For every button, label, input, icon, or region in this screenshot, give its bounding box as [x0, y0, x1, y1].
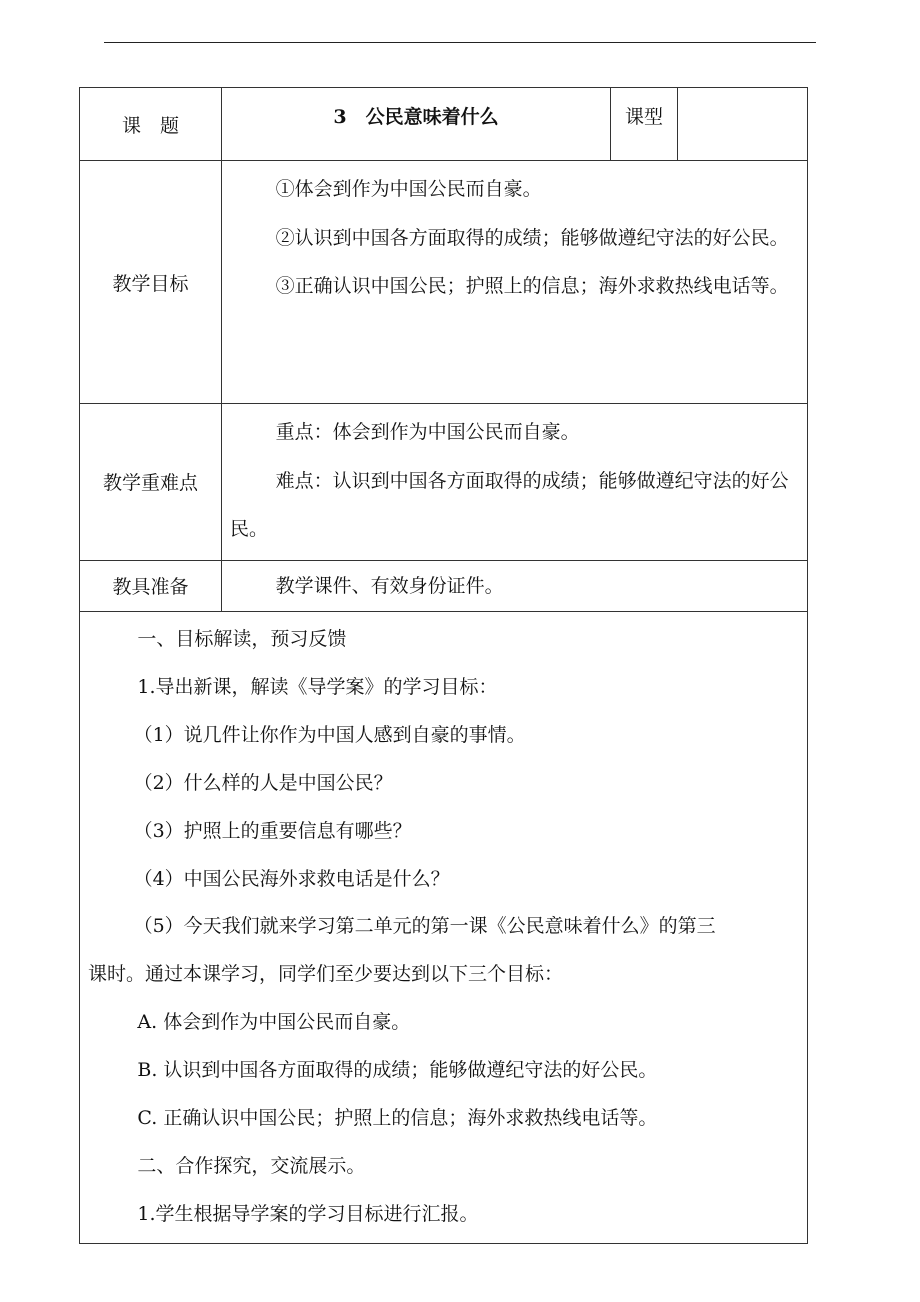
- topic-title-cell: [222, 88, 611, 161]
- objective-item: ①体会到作为中国公民而自豪。: [275, 178, 542, 200]
- objectives-label: 教学目标: [80, 161, 222, 404]
- topic-label: 课 题: [80, 88, 222, 161]
- type-label: 课型: [624, 106, 663, 128]
- process-line: A. 体会到作为中国公民而自豪。: [137, 1011, 411, 1034]
- type-value: [678, 88, 808, 161]
- process-heading: 二、合作探究，交流展示。: [137, 1154, 366, 1177]
- process-line: 1.导出新课，解读《导学案》的学习目标：: [137, 675, 498, 698]
- materials-label: 教具准备: [80, 560, 222, 612]
- process-line: （1）说几件让你作为中国人感到自豪的事情。: [133, 723, 526, 746]
- key-points-label: 教学重难点: [80, 404, 222, 561]
- lesson-plan-table: [79, 87, 808, 1244]
- key-points-content: [222, 404, 808, 561]
- process-line: （5）今天我们就来学习第二单元的第一课《公民意味着什么》的第三: [133, 915, 716, 938]
- process-line: （2）什么样的人是中国公民？: [133, 771, 393, 794]
- objectives-row: [80, 161, 808, 404]
- materials-text: 教学课件、有效身份证件。: [275, 574, 504, 597]
- process-line: C. 正确认识中国公民；护照上的信息；海外求救热线电话等。: [137, 1107, 658, 1130]
- process-line: （4）中国公民海外求救电话是什么？: [133, 867, 450, 890]
- teaching-process: [80, 612, 808, 1244]
- objectives-content: [222, 161, 808, 404]
- process-row: [80, 612, 808, 1244]
- topic-row: [80, 88, 808, 161]
- materials-row: [80, 560, 808, 612]
- materials-content: [222, 560, 808, 612]
- process-line: B. 认识到中国各方面取得的成绩；能够做遵纪守法的好公民。: [137, 1059, 658, 1082]
- process-line: 课时。通过本课学习，同学们至少要达到以下三个目标：: [88, 963, 564, 986]
- key-point-item: 难点：认识到中国各方面取得的成绩；能够做遵纪守法的好公民。: [230, 469, 789, 540]
- topic-title: 3 公民意味着什么: [333, 106, 499, 128]
- type-label-cell: [611, 88, 678, 161]
- process-heading: 一、目标解读，预习反馈: [137, 628, 347, 650]
- objective-item: ③正确认识中国公民；护照上的信息；海外求救热线电话等。: [275, 275, 789, 297]
- process-line: （3）护照上的重要信息有哪些？: [133, 819, 412, 842]
- key-point-item: 重点：体会到作为中国公民而自豪。: [275, 421, 580, 443]
- header-rule: [104, 42, 816, 43]
- objective-item: ②认识到中国各方面取得的成绩；能够做遵纪守法的好公民。: [275, 226, 789, 249]
- process-line: 1.学生根据导学案的学习目标进行汇报。: [137, 1202, 479, 1225]
- key-points-row: [80, 404, 808, 561]
